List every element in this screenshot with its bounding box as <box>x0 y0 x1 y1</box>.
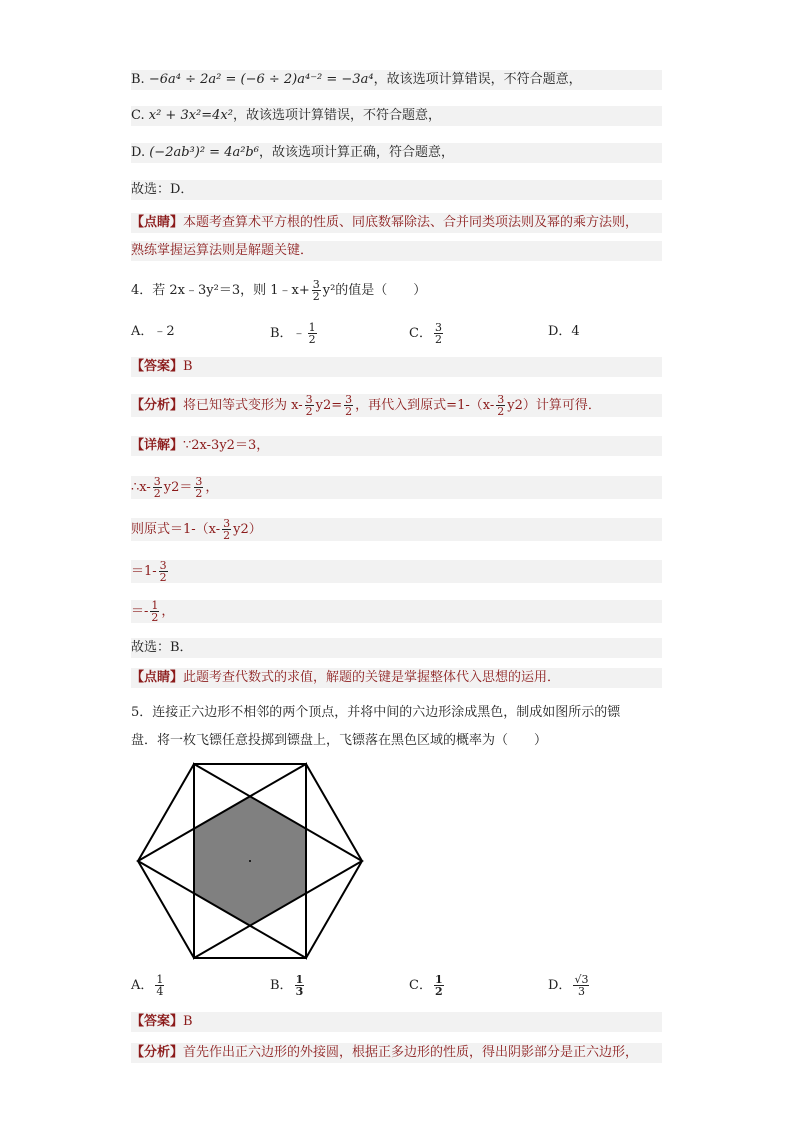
q4-tip-tag: 【点睛】 <box>131 670 184 685</box>
q4-detail4-a: ＝1- <box>131 564 157 579</box>
q5-option-b <box>270 974 306 997</box>
q4-stem-fraction <box>312 279 321 302</box>
q5-stem-line2: 盘．将一枚飞镖任意投掷到镖盘上，飞镖落在黑色区域的概率为（ ） <box>131 733 548 748</box>
q3-option-d-math: (−2ab³)² = 4a²b⁶ <box>149 145 259 160</box>
q4-detail2-den2: 2 <box>195 487 203 500</box>
q3-option-d-prefix: D. <box>131 145 150 160</box>
q4-tip-text: 此题考查代数式的求值，解题的关键是掌握整体代入思想的运用． <box>183 670 561 685</box>
q4-analysis-c: ，再代入到原式=1-（x- <box>355 398 495 413</box>
q4-analysis-den3: 2 <box>497 405 505 418</box>
q5-option-a <box>131 974 166 997</box>
q5-answer-value: B <box>183 1014 193 1029</box>
q4-detail-tag: 【详解】 <box>131 438 184 453</box>
q3-option-c-text: ，故该选项计算错误，不符合题意， <box>232 108 441 123</box>
q4-detail2-a: ∴x- <box>131 480 151 495</box>
q4-detail3-den: 2 <box>223 529 231 542</box>
q4-detail4-fraction <box>159 560 168 583</box>
q5-option-a-den: 4 <box>156 985 164 998</box>
q4-analysis-fraction-3 <box>496 394 505 417</box>
q4-analysis-b: y2= <box>315 398 343 413</box>
q3-choice: 故选：D． <box>131 180 662 200</box>
q4-detail5-num: 1 <box>151 599 159 612</box>
q4-stem-den: 2 <box>312 290 320 303</box>
q3-tip-text1: 本题考查算术平方根的性质、同底数幂除法、合并同类项法则及幂的乘方法则， <box>183 215 639 230</box>
q3-tip-line2 <box>131 241 662 261</box>
q4-option-c-prefix: C． <box>409 326 432 341</box>
q4-detail4-den: 2 <box>159 571 167 584</box>
q4-detail3-b: y2） <box>233 522 262 537</box>
q4-option-b-prefix: B．﹣ <box>270 326 306 341</box>
q5-option-d-den: 3 <box>577 985 585 998</box>
q5-option-c-prefix: C． <box>409 978 432 993</box>
q4-analysis-a: 将已知等式变形为 x- <box>183 398 303 413</box>
q4-detail1-text: ∵2x-3y2＝3， <box>183 438 270 453</box>
q4-detail-3 <box>131 518 662 541</box>
q4-option-b-den: 2 <box>308 333 316 346</box>
q3-option-d <box>131 143 662 163</box>
dartboard-center-dot <box>249 860 251 862</box>
q5-option-a-num: 1 <box>156 973 164 986</box>
q4-analysis-fraction-2 <box>344 394 353 417</box>
q4-option-c-den: 2 <box>434 333 442 346</box>
q3-tip-text2: 熟练掌握运算法则是解题关键． <box>131 243 314 258</box>
q5-option-a-prefix: A． <box>131 978 154 993</box>
q4-detail2-c: ， <box>205 480 219 495</box>
q4-analysis-tag: 【分析】 <box>131 398 184 413</box>
q5-option-d-prefix: D． <box>548 978 572 993</box>
q5-stem-line1: 5．连接正六边形不相邻的两个顶点，并将中间的六边形涂成黑色，制成如图所示的镖 <box>131 705 621 720</box>
q5-analysis-text: 首先作出正六边形的外接圆，根据正多边形的性质，得出阴影部分是正六边形， <box>183 1045 639 1060</box>
q4-detail5-fraction <box>150 600 159 623</box>
dartboard-figure <box>133 758 367 970</box>
q4-detail2-fraction-1 <box>153 476 162 499</box>
q4-analysis-fraction-1 <box>305 394 314 417</box>
q4-analysis-den2: 2 <box>345 405 353 418</box>
q3-option-b-prefix: B. <box>131 72 149 87</box>
q4-analysis-den1: 2 <box>305 405 313 418</box>
q4-analysis <box>131 394 662 417</box>
q4-detail5-a: ＝- <box>131 604 149 619</box>
q5-option-c-num: 1 <box>434 973 443 986</box>
q4-choice: 故选：B． <box>131 638 662 658</box>
q4-detail-5 <box>131 600 662 623</box>
q4-answer-tag: 【答案】 <box>131 359 184 374</box>
q5-answer-tag: 【答案】 <box>131 1014 184 1029</box>
q4-detail3-fraction <box>222 518 231 541</box>
q5-analysis-tag: 【分析】 <box>131 1045 184 1060</box>
q4-detail2-num2: 3 <box>195 475 203 488</box>
q4-detail3-a: 则原式＝1-（x- <box>131 522 221 537</box>
q4-analysis-num3: 3 <box>497 393 505 406</box>
q5-option-d-num: √3 <box>574 973 589 986</box>
q4-detail4-num: 3 <box>159 559 167 572</box>
q3-option-c-prefix: C. <box>131 108 149 123</box>
q5-answer <box>131 1012 662 1032</box>
q5-option-d-fraction <box>573 974 589 997</box>
q4-detail-4 <box>131 560 662 583</box>
q4-stem-pre: 4．若 2x﹣3y²＝3，则 1﹣x+ <box>131 283 310 298</box>
q4-analysis-num1: 3 <box>305 393 313 406</box>
q4-option-b-fraction <box>308 322 317 345</box>
q5-option-a-fraction <box>155 974 164 997</box>
q3-option-d-text: ，故该选项计算正确，符合题意， <box>258 145 454 160</box>
q4-answer-value: B <box>183 359 193 374</box>
q4-option-c <box>409 322 445 345</box>
q4-answer <box>131 357 662 377</box>
q3-option-b <box>131 70 662 90</box>
q4-analysis-d: y2）计算可得． <box>507 398 601 413</box>
q4-detail5-b: ， <box>161 604 175 619</box>
q3-option-c <box>131 106 662 126</box>
q4-stem <box>131 279 662 302</box>
q4-detail5-den: 2 <box>151 611 159 624</box>
q4-option-a: A．﹣2 <box>131 324 175 339</box>
q5-option-b-prefix: B． <box>270 978 293 993</box>
q4-detail2-fraction-2 <box>194 476 203 499</box>
q3-option-c-math: x² + 3x²=4x² <box>148 108 233 123</box>
q4-detail2-b: y2＝ <box>163 480 193 495</box>
q5-option-c-den: 2 <box>434 985 443 998</box>
q5-option-b-fraction <box>295 974 305 997</box>
q3-option-b-text: ，故该选项计算错误，不符合题意， <box>373 72 582 87</box>
q5-option-b-den: 3 <box>295 985 304 998</box>
q4-analysis-num2: 3 <box>345 393 353 406</box>
q5-option-d <box>548 974 591 997</box>
q4-stem-post: y²的值是（ ） <box>322 283 427 298</box>
q4-detail-2 <box>131 476 662 499</box>
q5-analysis <box>131 1043 662 1063</box>
q4-tip <box>131 668 662 688</box>
q5-option-b-num: 1 <box>295 973 304 986</box>
q4-option-c-num: 3 <box>434 321 442 334</box>
q4-option-c-fraction <box>434 322 443 345</box>
q4-detail3-num: 3 <box>223 517 231 530</box>
q4-detail-1 <box>131 436 662 456</box>
q5-option-c <box>409 974 446 997</box>
q4-detail2-den1: 2 <box>153 487 161 500</box>
q3-tip-line1 <box>131 213 662 233</box>
q3-tip-tag: 【点睛】 <box>131 215 184 230</box>
q4-stem-num: 3 <box>312 278 320 291</box>
q4-option-b <box>270 322 319 345</box>
q4-detail2-num1: 3 <box>153 475 161 488</box>
q4-option-b-num: 1 <box>308 321 316 334</box>
q3-option-b-math: −6a⁴ ÷ 2a² = (−6 ÷ 2)a⁴⁻² = −3a⁴ <box>148 72 374 87</box>
q5-option-c-fraction <box>434 974 444 997</box>
q4-option-d: D．4 <box>548 324 580 339</box>
